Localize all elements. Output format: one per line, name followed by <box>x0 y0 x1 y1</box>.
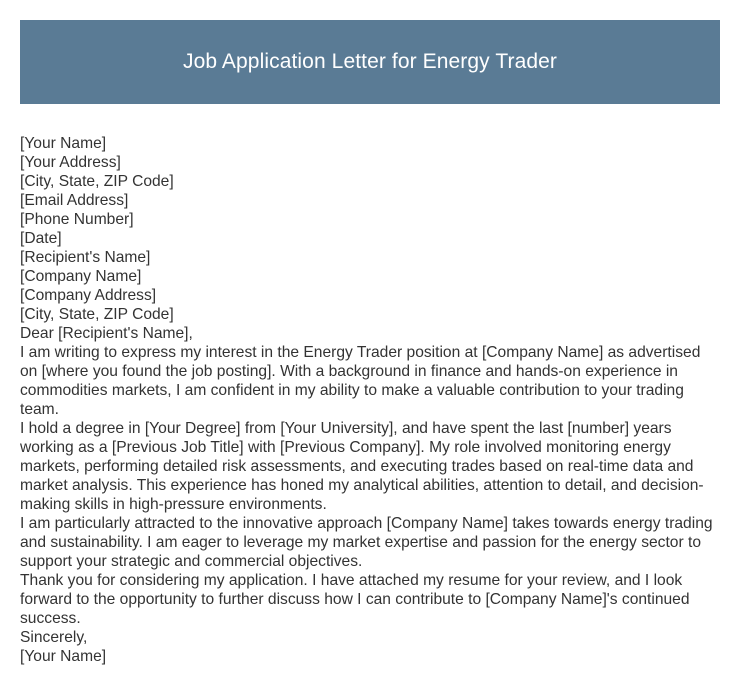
signature: [Your Name] <box>20 648 107 665</box>
paragraph-experience: I hold a degree in [Your Degree] from [Your University], and have spent the last [number] years working as a [Previous Job Title] with [Previous Company]. My role involved monitoring energy markets, performing detailed risk assessments, and executing trades based on real-time data and market analysis. This experience has honed my analytical abilities, attention to detail, and decision-making skills in high-pressure environments. <box>20 420 704 513</box>
letter-date: [Date] <box>20 230 62 247</box>
recipient-name: [Recipient's Name] <box>20 249 151 266</box>
header-banner <box>20 20 720 104</box>
sender-city-state-zip: [City, State, ZIP Code] <box>20 173 174 190</box>
sender-address: [Your Address] <box>20 154 121 171</box>
salutation: Dear [Recipient's Name], <box>20 325 193 342</box>
recipient-company-address: [Company Address] <box>20 287 157 304</box>
recipient-company: [Company Name] <box>20 268 142 285</box>
paragraph-closing: Thank you for considering my application. I have attached my resume for your review, and I look forward to the opportunity to further discuss how I can contribute to [Company Name]'s continued success. <box>20 572 690 627</box>
sender-phone: [Phone Number] <box>20 211 134 228</box>
paragraph-intro: I am writing to express my interest in the Energy Trader position at [Company Name] as advertised on [where you found the job posting]. With a background in finance and hands-on experience in commodities markets, I am confident in my ability to make a valuable contribution to your trading team. <box>20 344 701 418</box>
sender-name: [Your Name] <box>20 135 107 152</box>
sender-email: [Email Address] <box>20 192 129 209</box>
closing: Sincerely, <box>20 629 88 646</box>
recipient-city-state-zip: [City, State, ZIP Code] <box>20 306 174 323</box>
paragraph-motivation: I am particularly attracted to the innovative approach [Company Name] takes towards energy trading and sustainability. I am eager to leverage my market expertise and passion for the energy sector to support your strategic and commercial objectives. <box>20 515 713 570</box>
document-title: Job Application Letter for Energy Trader <box>182 50 558 73</box>
letter-body <box>20 134 722 666</box>
